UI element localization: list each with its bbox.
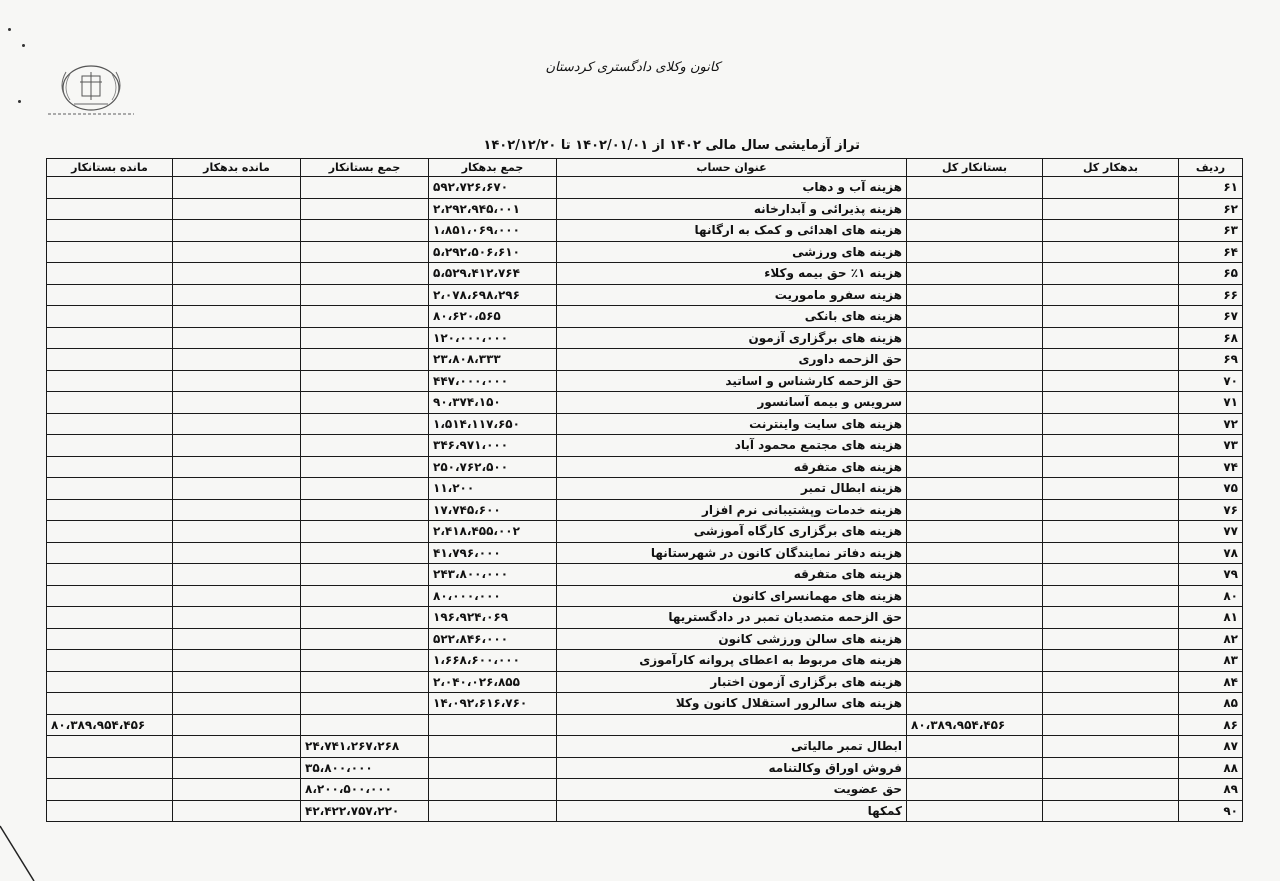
cell-sum-debit bbox=[429, 714, 557, 736]
cell-account-title: حق الزحمه داوری bbox=[557, 349, 907, 371]
table-row bbox=[47, 607, 1243, 629]
cell-row-number: ۶۸ bbox=[1179, 327, 1243, 349]
cell-balance-debit bbox=[173, 177, 301, 199]
cell-sum-debit bbox=[429, 757, 557, 779]
cell-debit-total bbox=[1043, 671, 1179, 693]
cell-credit-total bbox=[907, 349, 1043, 371]
cell-row-number: ۶۶ bbox=[1179, 284, 1243, 306]
table-row bbox=[47, 198, 1243, 220]
cell-balance-credit bbox=[47, 177, 173, 199]
cell-debit-total bbox=[1043, 177, 1179, 199]
cell-sum-debit: ۱۹۶،۹۲۴،۰۶۹ bbox=[429, 607, 557, 629]
cell-row-number: ۷۲ bbox=[1179, 413, 1243, 435]
cell-account-title: هزینه پذیرائی و آبدارخانه bbox=[557, 198, 907, 220]
cell-sum-debit: ۳۴۶،۹۷۱،۰۰۰ bbox=[429, 435, 557, 457]
cell-balance-credit bbox=[47, 693, 173, 715]
cell-account-title: هزینه های سالرور استقلال کانون وکلا bbox=[557, 693, 907, 715]
cell-sum-credit bbox=[301, 435, 429, 457]
cell-balance-credit bbox=[47, 628, 173, 650]
table-row bbox=[47, 413, 1243, 435]
cell-sum-credit bbox=[301, 693, 429, 715]
cell-balance-debit bbox=[173, 327, 301, 349]
cell-credit-total bbox=[907, 521, 1043, 543]
cell-row-number: ۹۰ bbox=[1179, 800, 1243, 822]
cell-debit-total bbox=[1043, 800, 1179, 822]
table-row bbox=[47, 177, 1243, 199]
table-body bbox=[47, 177, 1243, 822]
cell-credit-total bbox=[907, 585, 1043, 607]
cell-balance-credit bbox=[47, 736, 173, 758]
column-header-sum-debit: جمع بدهکار bbox=[429, 159, 557, 177]
cell-credit-total bbox=[907, 478, 1043, 500]
cell-balance-credit bbox=[47, 263, 173, 285]
cell-sum-credit bbox=[301, 177, 429, 199]
cell-credit-total bbox=[907, 198, 1043, 220]
cell-row-number: ۶۴ bbox=[1179, 241, 1243, 263]
cell-balance-credit bbox=[47, 413, 173, 435]
cell-row-number: ۸۸ bbox=[1179, 757, 1243, 779]
cell-row-number: ۷۷ bbox=[1179, 521, 1243, 543]
cell-debit-total bbox=[1043, 456, 1179, 478]
cell-sum-debit: ۱۲۰،۰۰۰،۰۰۰ bbox=[429, 327, 557, 349]
cell-balance-debit bbox=[173, 628, 301, 650]
trial-balance-table bbox=[46, 158, 1243, 822]
cell-sum-credit bbox=[301, 607, 429, 629]
cell-account-title: ابطال تمبر مالیاتی bbox=[557, 736, 907, 758]
cell-balance-debit bbox=[173, 542, 301, 564]
cell-row-number: ۸۳ bbox=[1179, 650, 1243, 672]
cell-row-number: ۶۹ bbox=[1179, 349, 1243, 371]
scan-speck bbox=[18, 100, 21, 103]
cell-credit-total bbox=[907, 542, 1043, 564]
cell-row-number: ۶۳ bbox=[1179, 220, 1243, 242]
cell-debit-total bbox=[1043, 736, 1179, 758]
cell-debit-total bbox=[1043, 779, 1179, 801]
cell-row-number: ۷۹ bbox=[1179, 564, 1243, 586]
cell-account-title: سرویس و بیمه آسانسور bbox=[557, 392, 907, 414]
cell-balance-credit bbox=[47, 198, 173, 220]
cell-balance-credit bbox=[47, 478, 173, 500]
document-title: تراز آزمایشی سال مالی ۱۴۰۲ از ۱۴۰۲/۰۱/۰۱ تا ۱۴۰۲/۱۲/۲۰ bbox=[483, 138, 860, 153]
cell-row-number: ۷۳ bbox=[1179, 435, 1243, 457]
cell-sum-credit bbox=[301, 220, 429, 242]
cell-row-number: ۸۹ bbox=[1179, 779, 1243, 801]
cell-balance-credit bbox=[47, 800, 173, 822]
cell-sum-debit bbox=[429, 779, 557, 801]
column-header-account-title: عنوان حساب bbox=[557, 159, 907, 177]
cell-row-number: ۷۶ bbox=[1179, 499, 1243, 521]
cell-debit-total bbox=[1043, 370, 1179, 392]
cell-sum-debit: ۱،۵۱۴،۱۱۷،۶۵۰ bbox=[429, 413, 557, 435]
cell-balance-debit bbox=[173, 284, 301, 306]
cell-account-title: هزینه خدمات وپشتیبانی نرم افزار bbox=[557, 499, 907, 521]
cell-balance-debit bbox=[173, 478, 301, 500]
column-header-row-number: ردیف bbox=[1179, 159, 1243, 177]
cell-balance-debit bbox=[173, 585, 301, 607]
table-row bbox=[47, 456, 1243, 478]
cell-balance-debit bbox=[173, 456, 301, 478]
table-row bbox=[47, 478, 1243, 500]
cell-balance-debit bbox=[173, 413, 301, 435]
cell-account-title: هزینه های برگزاری آزمون اختبار bbox=[557, 671, 907, 693]
table-row bbox=[47, 779, 1243, 801]
cell-sum-credit bbox=[301, 628, 429, 650]
table-row bbox=[47, 435, 1243, 457]
cell-sum-debit: ۵،۲۹۲،۵۰۶،۶۱۰ bbox=[429, 241, 557, 263]
cell-balance-credit bbox=[47, 241, 173, 263]
column-header-balance-credit: مانده بستانکار bbox=[47, 159, 173, 177]
cell-balance-credit bbox=[47, 607, 173, 629]
cell-account-title: هزینه های سایت واینترنت bbox=[557, 413, 907, 435]
cell-sum-credit: ۳۵،۸۰۰،۰۰۰ bbox=[301, 757, 429, 779]
table-row bbox=[47, 628, 1243, 650]
cell-balance-credit bbox=[47, 220, 173, 242]
cell-sum-credit bbox=[301, 585, 429, 607]
cell-balance-debit bbox=[173, 693, 301, 715]
cell-credit-total bbox=[907, 800, 1043, 822]
cell-sum-debit: ۲۴۳،۸۰۰،۰۰۰ bbox=[429, 564, 557, 586]
cell-debit-total bbox=[1043, 607, 1179, 629]
cell-debit-total bbox=[1043, 585, 1179, 607]
cell-credit-total bbox=[907, 628, 1043, 650]
cell-debit-total bbox=[1043, 714, 1179, 736]
cell-account-title: هزینه ابطال تمبر bbox=[557, 478, 907, 500]
cell-account-title: هزینه های برگزاری آزمون bbox=[557, 327, 907, 349]
cell-sum-credit bbox=[301, 241, 429, 263]
cell-balance-credit bbox=[47, 370, 173, 392]
cell-balance-debit bbox=[173, 220, 301, 242]
scan-edge-mark bbox=[0, 818, 40, 881]
table-row bbox=[47, 327, 1243, 349]
cell-balance-credit bbox=[47, 521, 173, 543]
cell-balance-credit bbox=[47, 435, 173, 457]
table-row bbox=[47, 370, 1243, 392]
cell-sum-debit: ۱۴،۰۹۲،۶۱۶،۷۶۰ bbox=[429, 693, 557, 715]
cell-sum-debit: ۹۰،۳۷۴،۱۵۰ bbox=[429, 392, 557, 414]
cell-sum-debit: ۲،۰۴۰،۰۲۶،۸۵۵ bbox=[429, 671, 557, 693]
cell-balance-credit bbox=[47, 327, 173, 349]
cell-account-title: هزینه های متفرقه bbox=[557, 564, 907, 586]
table-row bbox=[47, 349, 1243, 371]
cell-balance-credit bbox=[47, 306, 173, 328]
cell-sum-debit: ۲۵۰،۷۶۲،۵۰۰ bbox=[429, 456, 557, 478]
cell-balance-debit bbox=[173, 521, 301, 543]
cell-account-title: هزینه سفرو ماموریت bbox=[557, 284, 907, 306]
cell-credit-total bbox=[907, 736, 1043, 758]
cell-sum-credit bbox=[301, 198, 429, 220]
cell-balance-debit bbox=[173, 607, 301, 629]
cell-balance-debit bbox=[173, 241, 301, 263]
cell-balance-credit bbox=[47, 671, 173, 693]
cell-credit-total bbox=[907, 370, 1043, 392]
cell-debit-total bbox=[1043, 435, 1179, 457]
cell-balance-debit bbox=[173, 370, 301, 392]
cell-debit-total bbox=[1043, 542, 1179, 564]
cell-credit-total bbox=[907, 327, 1043, 349]
cell-sum-credit bbox=[301, 478, 429, 500]
cell-credit-total bbox=[907, 693, 1043, 715]
cell-balance-debit bbox=[173, 499, 301, 521]
table-row bbox=[47, 714, 1243, 736]
cell-account-title: حق عضویت bbox=[557, 779, 907, 801]
cell-row-number: ۷۴ bbox=[1179, 456, 1243, 478]
cell-account-title: هزینه آب و دهاب bbox=[557, 177, 907, 199]
table-header-row bbox=[47, 159, 1243, 177]
cell-sum-debit: ۲،۴۱۸،۴۵۵،۰۰۲ bbox=[429, 521, 557, 543]
cell-debit-total bbox=[1043, 413, 1179, 435]
cell-credit-total bbox=[907, 177, 1043, 199]
cell-sum-credit: ۴۲،۴۲۲،۷۵۷،۲۲۰ bbox=[301, 800, 429, 822]
cell-balance-credit bbox=[47, 585, 173, 607]
cell-sum-debit: ۵۲۲،۸۴۶،۰۰۰ bbox=[429, 628, 557, 650]
cell-sum-credit bbox=[301, 392, 429, 414]
table-row bbox=[47, 220, 1243, 242]
cell-credit-total bbox=[907, 241, 1043, 263]
cell-sum-debit: ۴۴۷،۰۰۰،۰۰۰ bbox=[429, 370, 557, 392]
cell-sum-debit: ۲،۲۹۲،۹۴۵،۰۰۱ bbox=[429, 198, 557, 220]
cell-balance-credit bbox=[47, 779, 173, 801]
cell-sum-credit bbox=[301, 327, 429, 349]
cell-debit-total bbox=[1043, 757, 1179, 779]
table-row bbox=[47, 800, 1243, 822]
cell-balance-credit: ۸۰،۳۸۹،۹۵۴،۴۵۶ bbox=[47, 714, 173, 736]
emblem-caption-line bbox=[44, 110, 138, 118]
cell-sum-debit: ۱،۶۶۸،۶۰۰،۰۰۰ bbox=[429, 650, 557, 672]
cell-debit-total bbox=[1043, 220, 1179, 242]
cell-balance-credit bbox=[47, 349, 173, 371]
cell-debit-total bbox=[1043, 327, 1179, 349]
cell-sum-credit bbox=[301, 349, 429, 371]
cell-debit-total bbox=[1043, 241, 1179, 263]
cell-balance-credit bbox=[47, 757, 173, 779]
cell-row-number: ۶۵ bbox=[1179, 263, 1243, 285]
cell-balance-debit bbox=[173, 714, 301, 736]
cell-sum-credit bbox=[301, 499, 429, 521]
cell-row-number: ۸۵ bbox=[1179, 693, 1243, 715]
cell-sum-credit: ۸،۲۰۰،۵۰۰،۰۰۰ bbox=[301, 779, 429, 801]
organization-name: کانون وکلای دادگستری کردستان bbox=[545, 60, 720, 75]
cell-sum-credit bbox=[301, 671, 429, 693]
cell-row-number: ۸۱ bbox=[1179, 607, 1243, 629]
cell-balance-debit bbox=[173, 800, 301, 822]
table-row bbox=[47, 521, 1243, 543]
cell-row-number: ۸۲ bbox=[1179, 628, 1243, 650]
table-row bbox=[47, 392, 1243, 414]
cell-debit-total bbox=[1043, 499, 1179, 521]
cell-row-number: ۷۰ bbox=[1179, 370, 1243, 392]
cell-balance-debit bbox=[173, 671, 301, 693]
cell-credit-total bbox=[907, 284, 1043, 306]
table-row bbox=[47, 564, 1243, 586]
cell-account-title: هزینه های مجتمع محمود آباد bbox=[557, 435, 907, 457]
cell-debit-total bbox=[1043, 263, 1179, 285]
cell-debit-total bbox=[1043, 693, 1179, 715]
table-row bbox=[47, 693, 1243, 715]
cell-debit-total bbox=[1043, 198, 1179, 220]
cell-debit-total bbox=[1043, 392, 1179, 414]
cell-debit-total bbox=[1043, 306, 1179, 328]
table-row bbox=[47, 671, 1243, 693]
cell-balance-debit bbox=[173, 650, 301, 672]
cell-balance-debit bbox=[173, 564, 301, 586]
column-header-debit-total: بدهکار کل bbox=[1043, 159, 1179, 177]
cell-balance-debit bbox=[173, 306, 301, 328]
table-row bbox=[47, 585, 1243, 607]
cell-debit-total bbox=[1043, 564, 1179, 586]
cell-account-title: هزینه دفاتر نمایندگان کانون در شهرستانها bbox=[557, 542, 907, 564]
cell-account-title: کمکها bbox=[557, 800, 907, 822]
cell-balance-debit bbox=[173, 736, 301, 758]
cell-sum-credit bbox=[301, 650, 429, 672]
cell-debit-total bbox=[1043, 650, 1179, 672]
cell-sum-debit: ۱،۸۵۱،۰۶۹،۰۰۰ bbox=[429, 220, 557, 242]
cell-debit-total bbox=[1043, 284, 1179, 306]
cell-credit-total bbox=[907, 263, 1043, 285]
cell-credit-total bbox=[907, 392, 1043, 414]
cell-row-number: ۸۴ bbox=[1179, 671, 1243, 693]
table-row bbox=[47, 650, 1243, 672]
cell-credit-total bbox=[907, 499, 1043, 521]
cell-debit-total bbox=[1043, 521, 1179, 543]
cell-credit-total: ۸۰،۳۸۹،۹۵۴،۴۵۶ bbox=[907, 714, 1043, 736]
cell-balance-credit bbox=[47, 650, 173, 672]
cell-sum-debit: ۸۰،۰۰۰،۰۰۰ bbox=[429, 585, 557, 607]
cell-account-title: هزینه های سالن ورزشی کانون bbox=[557, 628, 907, 650]
cell-balance-debit bbox=[173, 757, 301, 779]
cell-balance-credit bbox=[47, 564, 173, 586]
cell-row-number: ۶۷ bbox=[1179, 306, 1243, 328]
cell-account-title: هزینه های مهمانسرای کانون bbox=[557, 585, 907, 607]
cell-credit-total bbox=[907, 779, 1043, 801]
cell-balance-credit bbox=[47, 284, 173, 306]
cell-sum-credit bbox=[301, 284, 429, 306]
table-row bbox=[47, 736, 1243, 758]
cell-row-number: ۶۱ bbox=[1179, 177, 1243, 199]
cell-balance-debit bbox=[173, 349, 301, 371]
cell-account-title: حق الزحمه متصدیان تمبر در دادگستریها bbox=[557, 607, 907, 629]
cell-sum-debit bbox=[429, 736, 557, 758]
column-header-balance-debit: مانده بدهکار bbox=[173, 159, 301, 177]
cell-credit-total bbox=[907, 413, 1043, 435]
scan-speck bbox=[8, 28, 11, 31]
cell-account-title: هزینه های برگزاری کارگاه آموزشی bbox=[557, 521, 907, 543]
cell-balance-credit bbox=[47, 456, 173, 478]
cell-credit-total bbox=[907, 456, 1043, 478]
cell-sum-credit bbox=[301, 413, 429, 435]
scan-speck bbox=[22, 44, 25, 47]
table-row bbox=[47, 499, 1243, 521]
cell-account-title: هزینه های بانکی bbox=[557, 306, 907, 328]
cell-credit-total bbox=[907, 671, 1043, 693]
cell-sum-debit: ۱۷،۷۴۵،۶۰۰ bbox=[429, 499, 557, 521]
cell-account-title: فروش اوراق وکالتنامه bbox=[557, 757, 907, 779]
cell-sum-debit bbox=[429, 800, 557, 822]
cell-account-title: هزینه های مربوط به اعطای پروانه کارآموزی bbox=[557, 650, 907, 672]
cell-balance-debit bbox=[173, 392, 301, 414]
cell-credit-total bbox=[907, 607, 1043, 629]
cell-balance-credit bbox=[47, 542, 173, 564]
cell-sum-credit: ۲۴،۷۴۱،۲۶۷،۲۶۸ bbox=[301, 736, 429, 758]
cell-sum-debit: ۸۰،۶۲۰،۵۶۵ bbox=[429, 306, 557, 328]
table-row bbox=[47, 263, 1243, 285]
cell-credit-total bbox=[907, 306, 1043, 328]
cell-row-number: ۷۸ bbox=[1179, 542, 1243, 564]
cell-account-title: هزینه ۱٪ حق بیمه وکلاء bbox=[557, 263, 907, 285]
cell-account-title: هزینه های ورزشی bbox=[557, 241, 907, 263]
cell-balance-debit bbox=[173, 779, 301, 801]
cell-row-number: ۷۵ bbox=[1179, 478, 1243, 500]
table-row bbox=[47, 241, 1243, 263]
cell-balance-debit bbox=[173, 198, 301, 220]
cell-balance-debit bbox=[173, 263, 301, 285]
cell-row-number: ۷۱ bbox=[1179, 392, 1243, 414]
cell-sum-debit: ۵،۵۲۹،۴۱۲،۷۶۴ bbox=[429, 263, 557, 285]
cell-credit-total bbox=[907, 435, 1043, 457]
cell-debit-total bbox=[1043, 478, 1179, 500]
cell-row-number: ۸۰ bbox=[1179, 585, 1243, 607]
cell-sum-credit bbox=[301, 306, 429, 328]
cell-sum-credit bbox=[301, 370, 429, 392]
cell-credit-total bbox=[907, 757, 1043, 779]
cell-balance-debit bbox=[173, 435, 301, 457]
cell-sum-credit bbox=[301, 456, 429, 478]
cell-sum-credit bbox=[301, 263, 429, 285]
cell-account-title: حق الزحمه کارشناس و اساتید bbox=[557, 370, 907, 392]
cell-row-number: ۶۲ bbox=[1179, 198, 1243, 220]
cell-sum-debit: ۴۱،۷۹۶،۰۰۰ bbox=[429, 542, 557, 564]
cell-balance-credit bbox=[47, 499, 173, 521]
cell-account-title: هزینه های متفرقه bbox=[557, 456, 907, 478]
cell-credit-total bbox=[907, 220, 1043, 242]
column-header-sum-credit: جمع بستانکار bbox=[301, 159, 429, 177]
cell-sum-debit: ۵۹۲،۷۲۶،۶۷۰ bbox=[429, 177, 557, 199]
cell-sum-credit bbox=[301, 542, 429, 564]
cell-debit-total bbox=[1043, 349, 1179, 371]
cell-account-title: هزینه های اهدائی و کمک به ارگانها bbox=[557, 220, 907, 242]
cell-sum-credit bbox=[301, 521, 429, 543]
cell-sum-credit bbox=[301, 714, 429, 736]
cell-row-number: ۸۷ bbox=[1179, 736, 1243, 758]
cell-sum-debit: ۲،۰۷۸،۶۹۸،۲۹۶ bbox=[429, 284, 557, 306]
cell-account-title bbox=[557, 714, 907, 736]
column-header-credit-total: بستانکار کل bbox=[907, 159, 1043, 177]
cell-balance-credit bbox=[47, 392, 173, 414]
cell-debit-total bbox=[1043, 628, 1179, 650]
cell-sum-credit bbox=[301, 564, 429, 586]
cell-credit-total bbox=[907, 564, 1043, 586]
table-row bbox=[47, 542, 1243, 564]
table-row bbox=[47, 284, 1243, 306]
cell-credit-total bbox=[907, 650, 1043, 672]
table-row bbox=[47, 757, 1243, 779]
cell-sum-debit: ۱۱،۲۰۰ bbox=[429, 478, 557, 500]
cell-sum-debit: ۲۳،۸۰۸،۳۳۳ bbox=[429, 349, 557, 371]
cell-row-number: ۸۶ bbox=[1179, 714, 1243, 736]
table-row bbox=[47, 306, 1243, 328]
